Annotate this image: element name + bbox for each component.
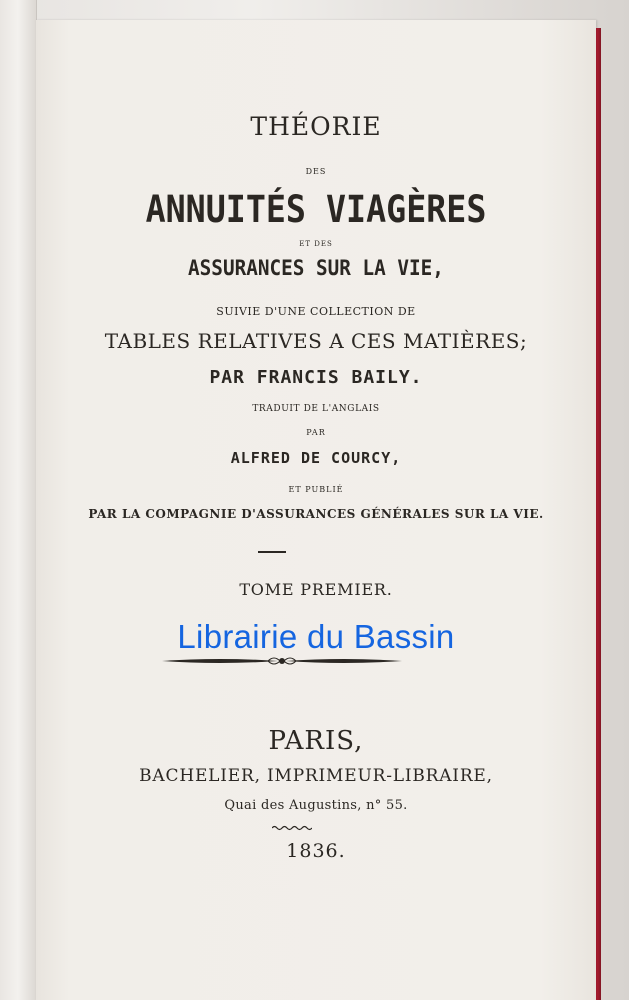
title-line-et-des: ET DES <box>299 240 333 248</box>
publisher-name: BACHELIER, IMPRIMEUR-LIBRAIRE, <box>139 766 493 786</box>
title-line-des: DES <box>305 167 327 176</box>
author-line: PAR FRANCIS BAILY. <box>209 367 423 388</box>
title-page <box>36 20 596 1000</box>
published-label: ET PUBLIÉ <box>288 485 344 494</box>
title-line-assurances: ASSURANCES SUR LA VIE, <box>188 256 444 280</box>
published-by: PAR LA COMPAGNIE D'ASSURANCES GÉNÉRALES SUR LA VIE. <box>88 507 544 521</box>
translated-from: TRADUIT DE L'ANGLAIS <box>252 404 380 414</box>
title-line-annuites: ANNUITÉS VIAGÈRES <box>145 188 487 231</box>
publication-year: 1836. <box>286 840 346 862</box>
subtitle-suivie: SUIVIE D'UNE COLLECTION DE <box>216 305 416 318</box>
translator-name: ALFRED DE COURCY, <box>230 449 402 467</box>
subtitle-tables: TABLES RELATIVES A CES MATIÈRES; <box>104 329 528 353</box>
translated-par: PAR <box>306 428 326 437</box>
place-paris: PARIS, <box>268 726 364 756</box>
wavy-rule-icon <box>272 825 312 831</box>
short-rule <box>258 551 286 553</box>
title-line-theorie: THÉORIE <box>250 112 382 141</box>
bookseller-watermark: Librairie du Bassin <box>177 618 455 655</box>
volume-label: TOME PREMIER. <box>239 580 393 599</box>
decorative-rule-ornament-icon <box>160 654 404 668</box>
facing-page-edge <box>0 0 37 1000</box>
publisher-address: Quai des Augustins, n° 55. <box>224 798 408 813</box>
